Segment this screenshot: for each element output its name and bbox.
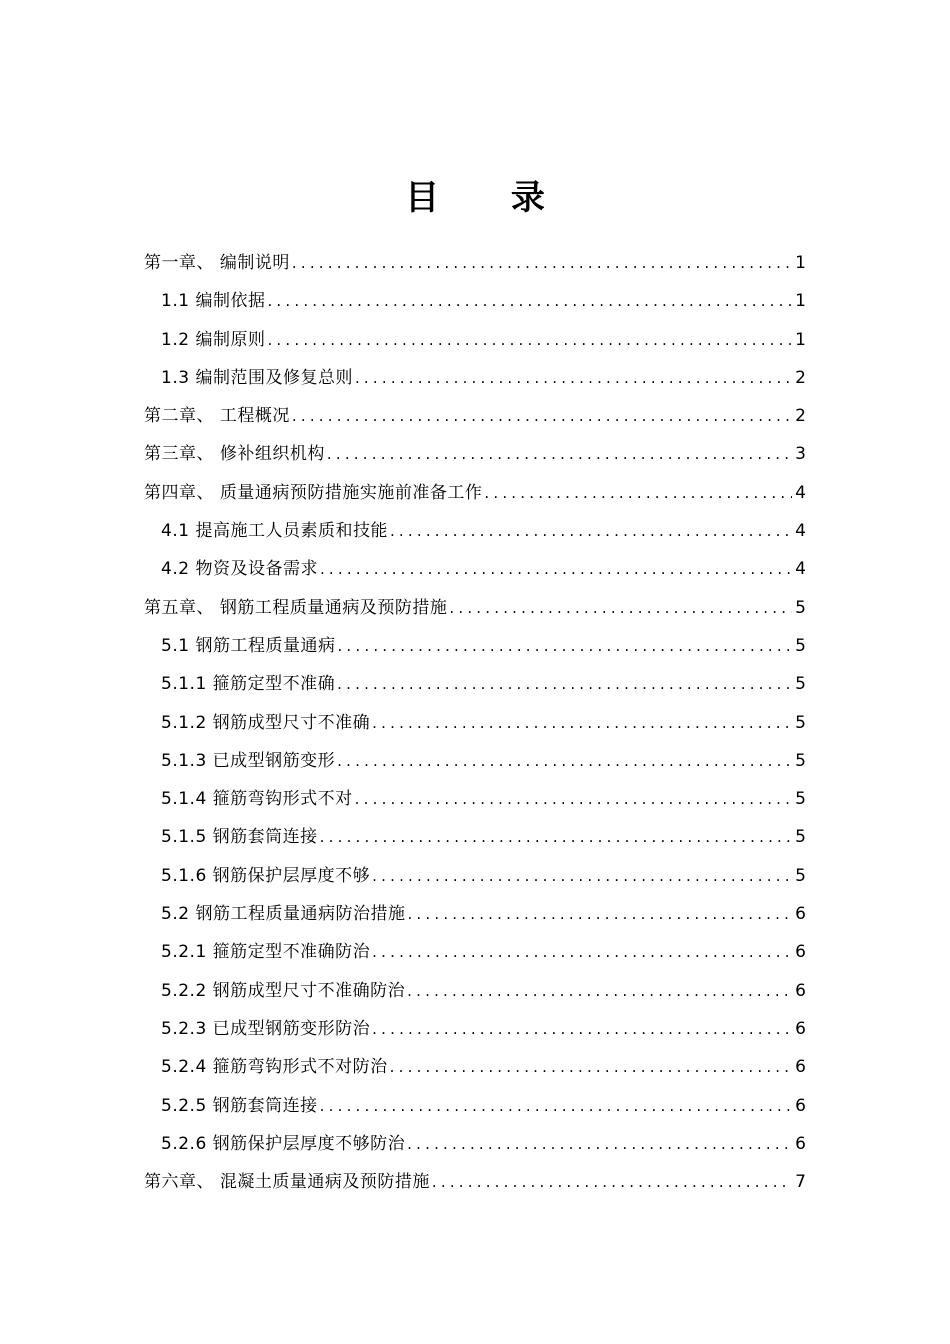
toc-dot-leader [337,742,792,780]
toc-entry-label: 5.1.2 钢筋成型尺寸不准确 [161,712,371,733]
toc-dot-leader [355,359,792,397]
toc-entry-label: 5.2 钢筋工程质量通病防治措施 [161,904,406,925]
toc-dot-leader [372,1010,792,1048]
toc-page-number: 1 [795,253,806,273]
toc-entry-label: 5.1.5 钢筋套筒连接 [161,827,318,848]
toc-page-number: 5 [795,674,806,695]
toc-page-number: 6 [795,904,806,925]
toc-entry-label: 第三章、 修补组织机构 [144,444,325,465]
toc-dot-leader [320,1087,793,1125]
toc-page-number: 6 [795,1095,806,1116]
toc-dot-leader [390,512,792,550]
toc-entry[interactable] [144,857,806,895]
toc-page-number: 5 [795,789,806,810]
toc-page-number: 5 [795,597,806,618]
toc-entry-label: 4.2 物资及设备需求 [161,559,318,580]
toc-page-number: 3 [795,444,806,465]
toc-entry[interactable] [144,1125,806,1163]
toc-dot-leader [267,282,792,320]
toc-dot-leader [390,1048,793,1086]
toc-page-number: 1 [795,291,806,312]
toc-entry-label: 第二章、 工程概况 [144,406,290,427]
toc-entry-label: 5.1.4 箍筋弯钩形式不对 [161,789,353,810]
toc-entry[interactable] [144,359,806,397]
toc-page-number: 6 [795,1057,806,1078]
toc-entry-label: 5.1.1 箍筋定型不准确 [161,674,336,695]
toc-entry[interactable] [144,818,806,856]
toc-entry-label: 5.2.2 钢筋成型尺寸不准确防治 [161,980,406,1001]
toc-page-number: 6 [795,942,806,963]
toc-entry[interactable] [144,665,806,703]
toc-page-number: 5 [795,635,806,656]
toc-entry[interactable] [144,244,806,282]
toc-page-number: 6 [795,1018,806,1039]
toc-dot-leader [372,933,792,971]
toc-page-number: 6 [795,980,806,1001]
toc-page-number: 6 [795,1133,806,1154]
toc-entry[interactable] [144,1010,806,1048]
toc-entry-label: 5.1.3 已成型钢筋变形 [161,750,336,771]
table-of-contents [144,244,806,1201]
toc-dot-leader [407,1125,792,1163]
toc-entry[interactable] [144,321,806,359]
toc-entry-label: 第五章、 钢筋工程质量通病及预防措施 [144,597,448,618]
toc-dot-leader [337,627,792,665]
toc-page-number: 4 [795,482,806,503]
toc-entry-label: 1.1 编制依据 [161,291,266,312]
toc-entry-label: 5.2.4 箍筋弯钩形式不对防治 [161,1057,388,1078]
toc-entry[interactable] [144,1163,806,1201]
toc-dot-leader [407,895,792,933]
toc-entry-label: 1.2 编制原则 [161,329,266,350]
toc-entry-label: 1.3 编制范围及修复总则 [161,367,353,388]
toc-dot-leader [267,321,792,359]
toc-entry[interactable] [144,1048,806,1086]
toc-dot-leader [432,1163,792,1201]
toc-dot-leader [320,550,792,588]
toc-dot-leader [449,589,792,627]
toc-dot-leader [292,397,792,435]
toc-entry[interactable] [144,895,806,933]
toc-page-number: 1 [795,329,806,350]
toc-entry[interactable] [144,435,806,473]
toc-entry[interactable] [144,972,806,1010]
toc-entry-label: 5.2.6 钢筋保护层厚度不够防治 [161,1133,406,1154]
page-title: 目 录 [405,177,575,218]
toc-entry[interactable] [144,780,806,818]
toc-entry[interactable] [144,282,806,320]
toc-dot-leader [407,972,792,1010]
toc-dot-leader [355,780,793,818]
toc-entry-label: 5.1.6 钢筋保护层厚度不够 [161,865,371,886]
toc-entry-label: 5.2.5 钢筋套筒连接 [161,1095,318,1116]
toc-entry[interactable] [144,627,806,665]
toc-entry-label: 第四章、 质量通病预防措施实施前准备工作 [144,482,483,503]
toc-dot-leader [372,704,792,742]
toc-page-number: 4 [795,559,806,580]
toc-page-number: 5 [795,750,806,771]
toc-dot-leader [320,818,793,856]
toc-entry-label: 第一章、 编制说明 [144,253,290,273]
toc-entry[interactable] [144,933,806,971]
toc-entry-label: 5.2.3 已成型钢筋变形防治 [161,1018,371,1039]
toc-entry-label: 第六章、 混凝土质量通病及预防措施 [144,1172,430,1193]
toc-entry[interactable] [144,474,806,512]
toc-dot-leader [337,665,792,703]
toc-page-number: 5 [795,827,806,848]
toc-entry[interactable] [144,704,806,742]
toc-page-number: 2 [795,367,806,388]
toc-page-number: 5 [795,865,806,886]
toc-page-number: 2 [795,406,806,427]
toc-entry-label: 4.1 提高施工人员素质和技能 [161,521,388,542]
toc-entry[interactable] [144,397,806,435]
toc-dot-leader [327,435,792,473]
toc-page-number: 7 [795,1172,806,1193]
toc-entry[interactable] [144,1087,806,1125]
toc-page-number: 4 [795,521,806,542]
toc-entry[interactable] [144,550,806,588]
toc-entry-label: 5.1 钢筋工程质量通病 [161,635,336,656]
toc-entry-label: 5.2.1 箍筋定型不准确防治 [161,942,371,963]
toc-dot-leader [292,244,792,282]
toc-dot-leader [484,474,792,512]
toc-dot-leader [372,857,792,895]
toc-page-number: 5 [795,712,806,733]
toc-entry[interactable] [144,512,806,550]
toc-entry[interactable] [144,742,806,780]
toc-entry[interactable] [144,589,806,627]
